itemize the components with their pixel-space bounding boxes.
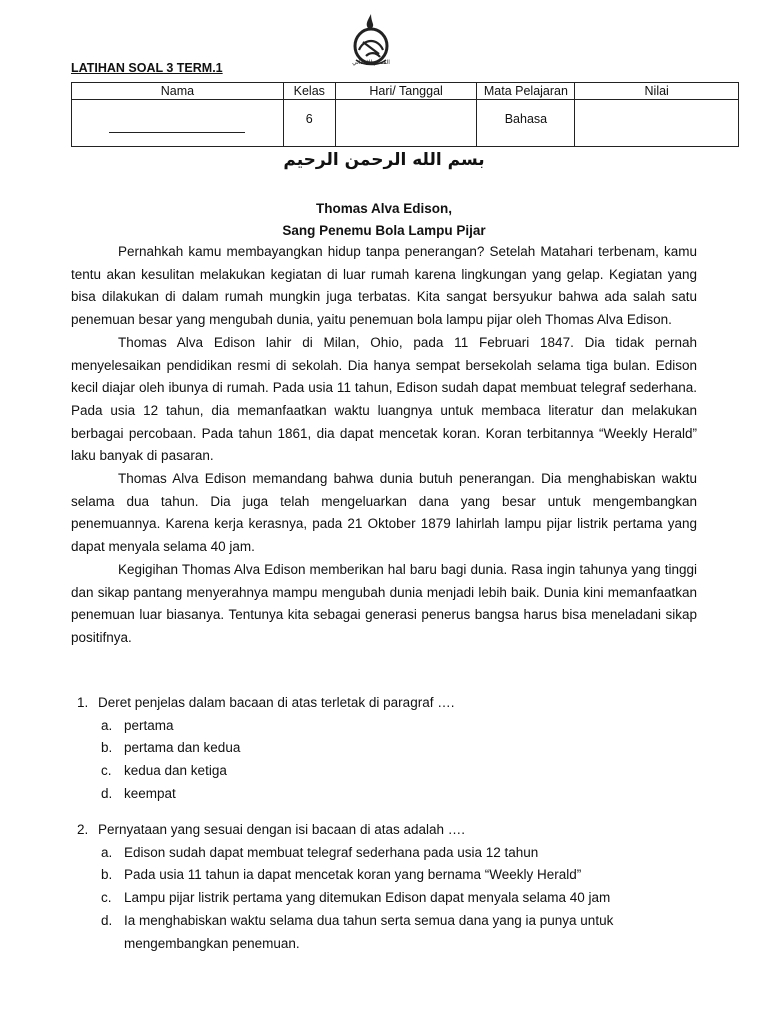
option-letter: a. <box>101 717 113 733</box>
sheet-title: LATIHAN SOAL 3 TERM.1 <box>71 61 223 75</box>
question-number: 2. <box>77 822 89 837</box>
option-letter: d. <box>101 912 113 928</box>
story-title-line2: Sang Penemu Bola Lampu Pijar <box>282 223 486 238</box>
paragraph-4: Kegigihan Thomas Alva Edison memberikan hal baru bagi dunia. Rasa ingin tahunya yang tinggi dan sikap pantang menyerahnya mampu mengubah dunia menjadi lebih baik. Dunia kini memanfaatkan penemuan luar biasanya. Tentunya kita sebagai generasi penerus bangsa harus bisa meneladani sikap positifnya. <box>71 561 697 645</box>
story-title-line1: Thomas Alva Edison, <box>315 201 453 216</box>
option-letter: d. <box>101 785 113 801</box>
option-1a[interactable] <box>77 715 717 738</box>
date-field[interactable] <box>335 100 477 147</box>
option-letter: c. <box>101 763 112 779</box>
option-1c[interactable] <box>77 760 717 783</box>
student-info-header-row <box>72 83 739 100</box>
paragraph-3: Thomas Alva Edison memandang bahwa dunia butuh penerangan. Dia menghabiskan waktu selama dua tahun. Dia juga telah mengeluarkan dana yang besar untuk mengembangkan penemuannya. Karena kerja kerasnya, pada 21 Oktober 1879 lahirlah lampu pijar listrik pertama yang dapat menyala selama 40 jam. <box>71 471 697 555</box>
option-letter: b. <box>101 867 113 883</box>
question-number: 1. <box>77 695 89 710</box>
option-1d[interactable] <box>77 783 717 806</box>
option-text: Pada usia 11 tahun ia dapat mencetak koran yang bernama “Weekly Herald” <box>124 867 582 883</box>
name-blank-line <box>109 132 245 133</box>
student-info-value-row <box>72 100 739 147</box>
option-letter: a. <box>101 844 113 860</box>
option-text: keempat <box>124 785 176 801</box>
question-2 <box>77 819 717 955</box>
kelas-value: 6 <box>283 100 335 147</box>
option-letter: b. <box>101 740 113 756</box>
question-1 <box>77 692 717 806</box>
option-2c[interactable] <box>77 887 717 910</box>
option-2a[interactable] <box>77 842 717 865</box>
option-2b[interactable] <box>77 864 717 887</box>
option-1b[interactable] <box>77 737 717 760</box>
paragraph-2: Thomas Alva Edison lahir di Milan, Ohio, pada 11 Februari 1847. Dia tidak pernah menyelesaikan pendidikan resmi di sekolah. Dia hanya sempat bersekolah selama tiga bulan. Edison kecil diajar oleh ibunya di rumah. Pada usia 11 tahun, Edison sudah dapat membuat telegraf sederhana. Pada usia 12 tahun, dia memanfaatkan waktu luangnya untuk membaca literatur dan melakukan berbagai percobaan. Pada tahun 1861, dia dapat mencetak koran. Koran terbitannya “Weekly Herald” laku banyak di pasaran. <box>71 334 697 464</box>
option-text: Edison sudah dapat membuat telegraf sederhana pada usia 12 tahun <box>124 844 539 860</box>
header-nama: Nama <box>72 83 284 100</box>
question-text: Deret penjelas dalam bacaan di atas terletak di paragraf …. <box>98 695 455 710</box>
header-mata-pelajaran: Mata Pelajaran <box>477 83 575 100</box>
bismillah: بسم الله الرحمن الرحيم <box>283 150 485 170</box>
subject-value: Bahasa <box>477 100 575 147</box>
question-text: Pernyataan yang sesuai dengan isi bacaan di atas adalah …. <box>98 822 466 837</box>
option-text: kedua dan ketiga <box>124 763 227 779</box>
story-body <box>71 241 697 650</box>
student-info-table <box>71 82 739 147</box>
name-field[interactable] <box>72 100 284 147</box>
school-logo <box>348 12 394 76</box>
header-nilai: Nilai <box>575 83 739 100</box>
option-text: Ia menghabiskan waktu selama dua tahun serta semua dana yang ia punya untuk mengembangkan penemuan. <box>124 912 614 951</box>
option-text: pertama dan kedua <box>124 740 241 756</box>
header-kelas: Kelas <box>283 83 335 100</box>
option-letter: c. <box>101 890 112 906</box>
score-field[interactable] <box>575 100 739 147</box>
header-hari-tanggal: Hari/ Tanggal <box>335 83 477 100</box>
option-text: pertama <box>124 717 174 733</box>
option-text: Lampu pijar listrik pertama yang ditemukan Edison dapat menyala selama 40 jam <box>124 890 611 906</box>
paragraph-1: Pernahkah kamu membayangkan hidup tanpa penerangan? Setelah Matahari terbenam, kamu tentu akan kesulitan melakukan kegiatan di luar rumah karena lingkungan yang gelap. Kegiatan yang bisa dilakukan di dalam rumah mungkin juga terbatas. Kita sangat bersyukur bahwa ada salah satu penemuan besar yang mengubah dunia, yaitu penemuan bola lampu pijar oleh Thomas Alva Edison. <box>71 244 697 328</box>
logo-caption: القسم الابتدائي <box>352 59 390 66</box>
option-2d[interactable] <box>77 910 717 955</box>
